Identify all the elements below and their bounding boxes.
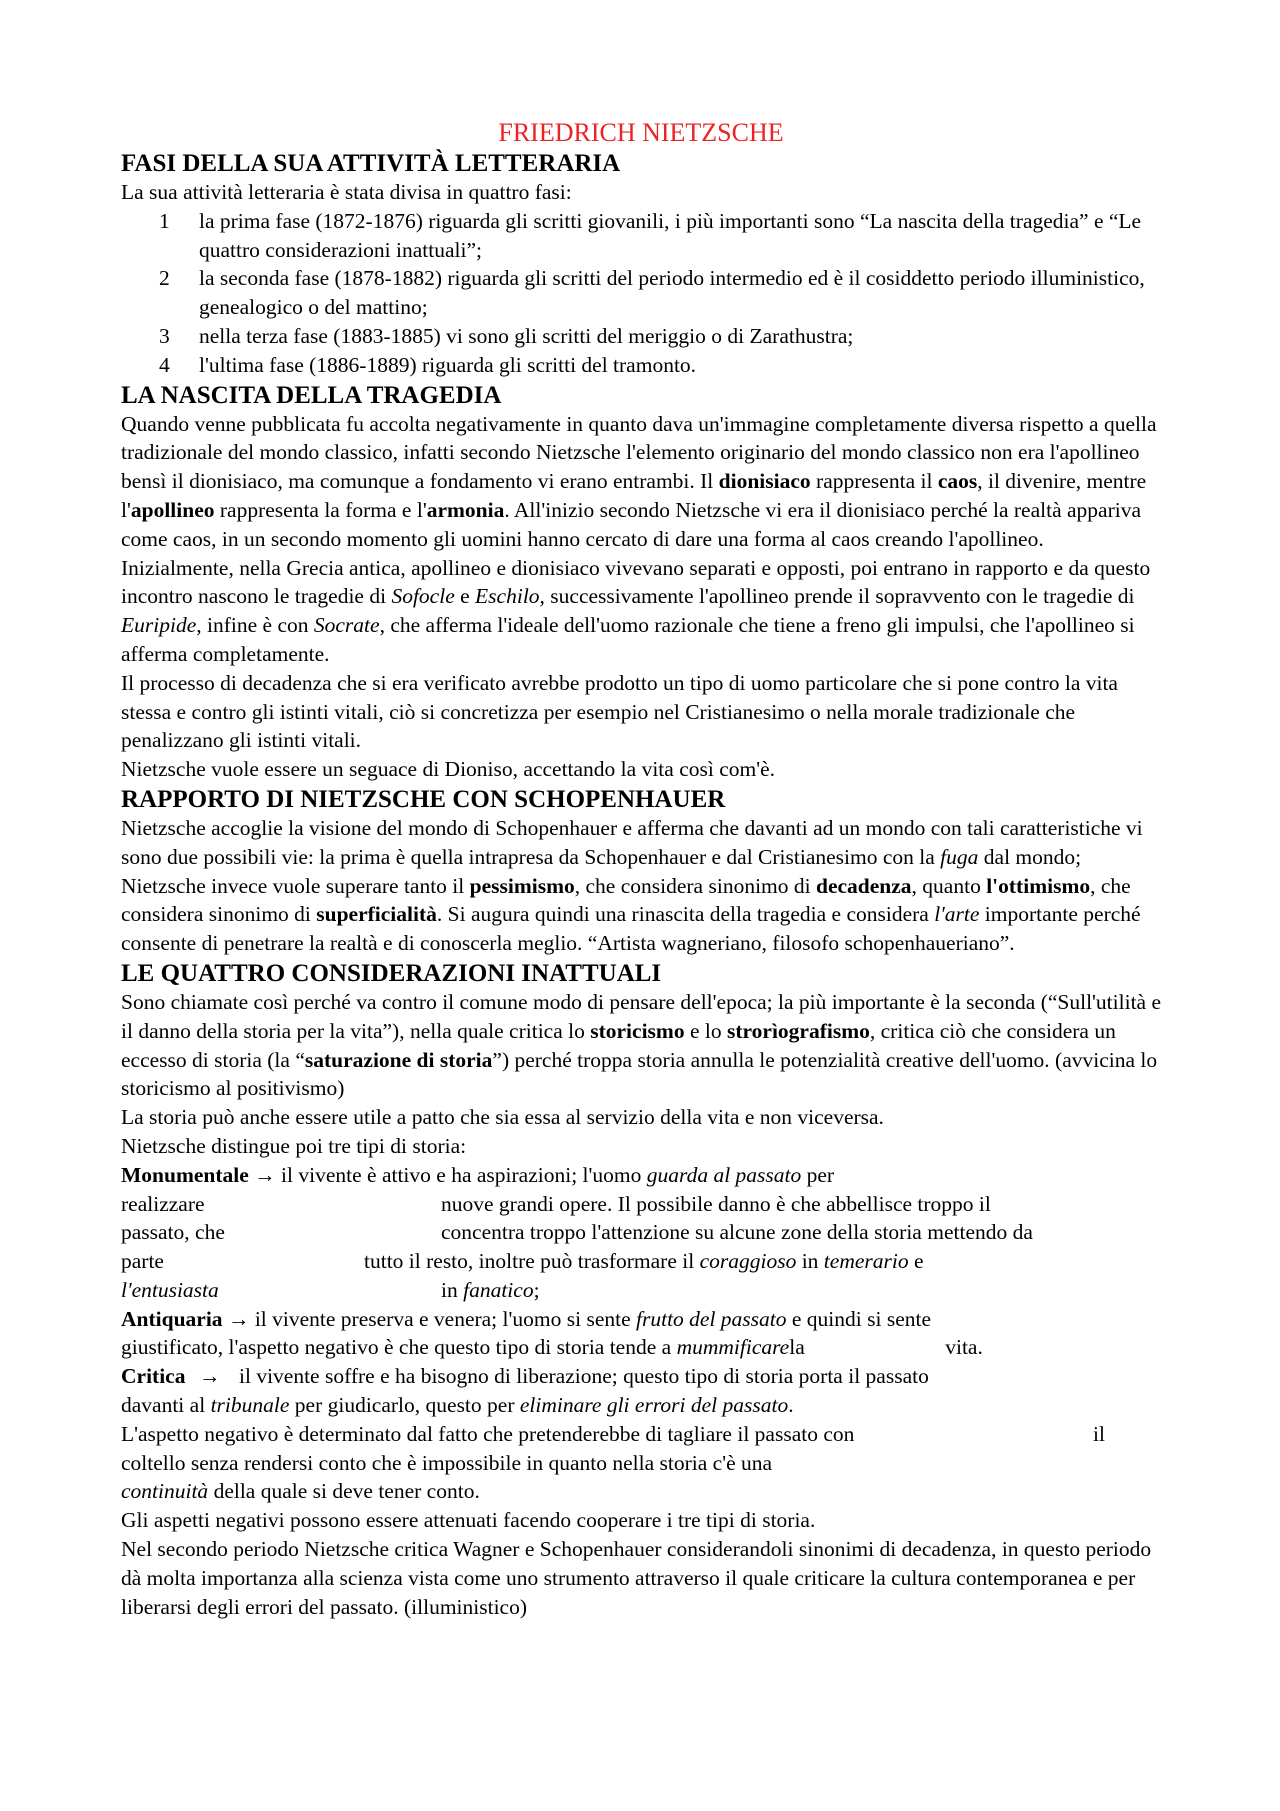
paragraph: Sono chiamate così perché va contro il comune modo di pensare dell'epoca; la più importante è la seconda (“Sull'utilità e il danno della storia per la vita”), nella quale critica lo storicismo e lo strorìografismo, critica ciò che considera un eccesso di storia (la “saturazione di storia”) perché troppa storia annulla le potenzialità creative dell'uomo. (avvicina lo storicismo al positivismo) xyxy=(121,989,1161,1101)
paragraph: Nietzsche accoglie la visione del mondo di Schopenhauer e afferma che davanti ad un mondo con tali caratteristiche vi sono due possibili vie: la prima è quella intrapresa da Schopenhauer e dal Cristianesimo con la fuga dal mondo; Nietzsche invece vuole superare tanto il pessimismo, che considera sinonimo di decadenza, quanto l'ottimismo, che considera sinonimo di superficialità. Si augura quindi una rinascita della tragedia e considera l'arte importante perché consente di penetrare la realtà e di conoscerla meglio. “Artista wagneriano, filosofo schopenhaueriano”. xyxy=(121,815,1143,956)
paragraph: Il processo di decadenza che si era verificato avrebbe prodotto un tipo di uomo particolare che si pone contro la vita stessa e contro gli istinti vitali, ciò si concretizza per esempio nel Cristianesimo o nella morale tradizionale che penalizzano gli istinti vitali. xyxy=(121,670,1118,753)
section-heading-fasi: FASI DELLA SUA ATTIVITÀ LETTERARIA xyxy=(121,150,621,177)
paragraph: Quando venne pubblicata fu accolta negativamente in quanto dava un'immagine completamente diversa rispetto a quella tradizionale del mondo classico, infatti secondo Nietzsche l'elemento originario del mondo classico non era l'apollineo bensì il dionisiaco, ma comunque a fondamento vi erano entrambi. Il dionisiaco rappresenta il caos, il divenire, mentre l'apollineo rappresenta la forma e l'armonia. All'inizio secondo Nietzsche vi era il dionisiaco perché la realtà appariva come caos, in un secondo momento gli uomini hanno cercato di dare una forma al caos creando l'apollineo. Inizialmente, nella Grecia antica, apollineo e dionisiaco vivevano separati e opposti, poi entrano in rapporto e da questo incontro nascono le tragedie di Sofocle e Eschilo, successivamente l'apollineo prende il sopravvento con le tragedie di Euripide, infine è con Socrate, che afferma l'ideale dell'uomo razionale che tiene a freno gli impulsi, che l'apollineo si afferma completamente. xyxy=(121,411,1157,666)
page-title: FRIEDRICH NIETZSCHE xyxy=(498,118,784,147)
history-type-antiquaria: Antiquaria → il vivente preserva e venera; l'uomo si sente frutto del passato e quindi si sente giustificato, l'aspetto negativo è che questo tipo di storia tende a mummificarela vita. xyxy=(121,1306,983,1360)
list-item-text: nella terza fase (1883-1885) vi sono gli scritti del meriggio o di Zarathustra; xyxy=(199,323,854,348)
history-type-monumentale: Monumentale → il vivente è attivo e ha aspirazioni; l'uomo guarda al passato per realizzare nuove grandi opere. Il possibile danno è che abbellisce troppo il passato, che concentra troppo l'attenzione su alcune zone della storia mettendo da parte tutto il resto, inoltre può trasformare il coraggioso in temerario e l'entusiasta in fanatico; xyxy=(121,1162,1033,1302)
history-type-critica: Critica → il vivente soffre e ha bisogno di liberazione; questo tipo di storia porta il passato davanti al tribunale per giudicarlo, questo per eliminare gli errori del passato. L'aspetto negativo è determinato dal fatto che pretenderebbe di tagliare il passato con il coltello senza rendersi conto che è impossibile in quanto nella storia c'è una continuità della quale si deve tener conto. xyxy=(121,1364,1105,1504)
list-item-text: la prima fase (1872-1876) riguarda gli scritti giovanili, i più importanti sono “La nascita della tragedia” e “Le quattro considerazioni inattuali”; xyxy=(199,208,1142,262)
paragraph: Nel secondo periodo Nietzsche critica Wagner e Schopenhauer considerandoli sinonimi di decadenza, in questo periodo dà molta importanza alla scienza vista come uno strumento attraverso il quale criticare la cultura contemporanea e per liberarsi degli errori del passato. (illuministico) xyxy=(121,1537,1152,1619)
list-number: 3 xyxy=(159,323,170,348)
term-label: Antiquaria xyxy=(121,1306,223,1331)
section-heading-schopenhauer: RAPPORTO DI NIETZSCHE CON SCHOPENHAUER xyxy=(121,785,726,813)
list-item-text: l'ultima fase (1886-1889) riguarda gli scritti del tramonto. xyxy=(199,352,697,377)
section-heading-tragedia: LA NASCITA DELLA TRAGEDIA xyxy=(121,381,502,409)
paragraph: Nietzsche distingue poi tre tipi di storia: xyxy=(121,1133,467,1158)
arrow-icon: → xyxy=(227,1306,250,1331)
arrow-icon: → xyxy=(254,1162,276,1187)
paragraph: Gli aspetti negativi possono essere attenuati facendo cooperare i tre tipi di storia. xyxy=(121,1508,816,1533)
term-label: Critica xyxy=(121,1364,186,1389)
list-number: 2 xyxy=(159,266,170,291)
list-item xyxy=(121,207,1161,265)
section-intro: La sua attività letteraria è stata divisa in quattro fasi: xyxy=(121,180,572,204)
paragraph: La storia può anche essere utile a patto che sia essa al servizio della vita e non viceversa. xyxy=(121,1105,884,1130)
list-number: 1 xyxy=(159,208,170,233)
list-number: 4 xyxy=(159,352,170,377)
list-item xyxy=(121,351,1161,380)
section-heading-considerazioni: LE QUATTRO CONSIDERAZIONI INATTUALI xyxy=(121,959,662,987)
list-item-text: la seconda fase (1878-1882) riguarda gli scritti del periodo intermedio ed è il cosiddetto periodo illuministico, genealogico o del mattino; xyxy=(199,266,1145,320)
list-item xyxy=(121,322,1161,351)
document-page xyxy=(121,118,1161,1621)
paragraph: Nietzsche vuole essere un seguace di Dioniso, accettando la vita così com'è. xyxy=(121,757,776,782)
arrow-icon: → xyxy=(199,1364,221,1389)
term-label: Monumentale xyxy=(121,1162,249,1187)
phases-list xyxy=(121,207,1161,380)
list-item xyxy=(121,264,1161,322)
